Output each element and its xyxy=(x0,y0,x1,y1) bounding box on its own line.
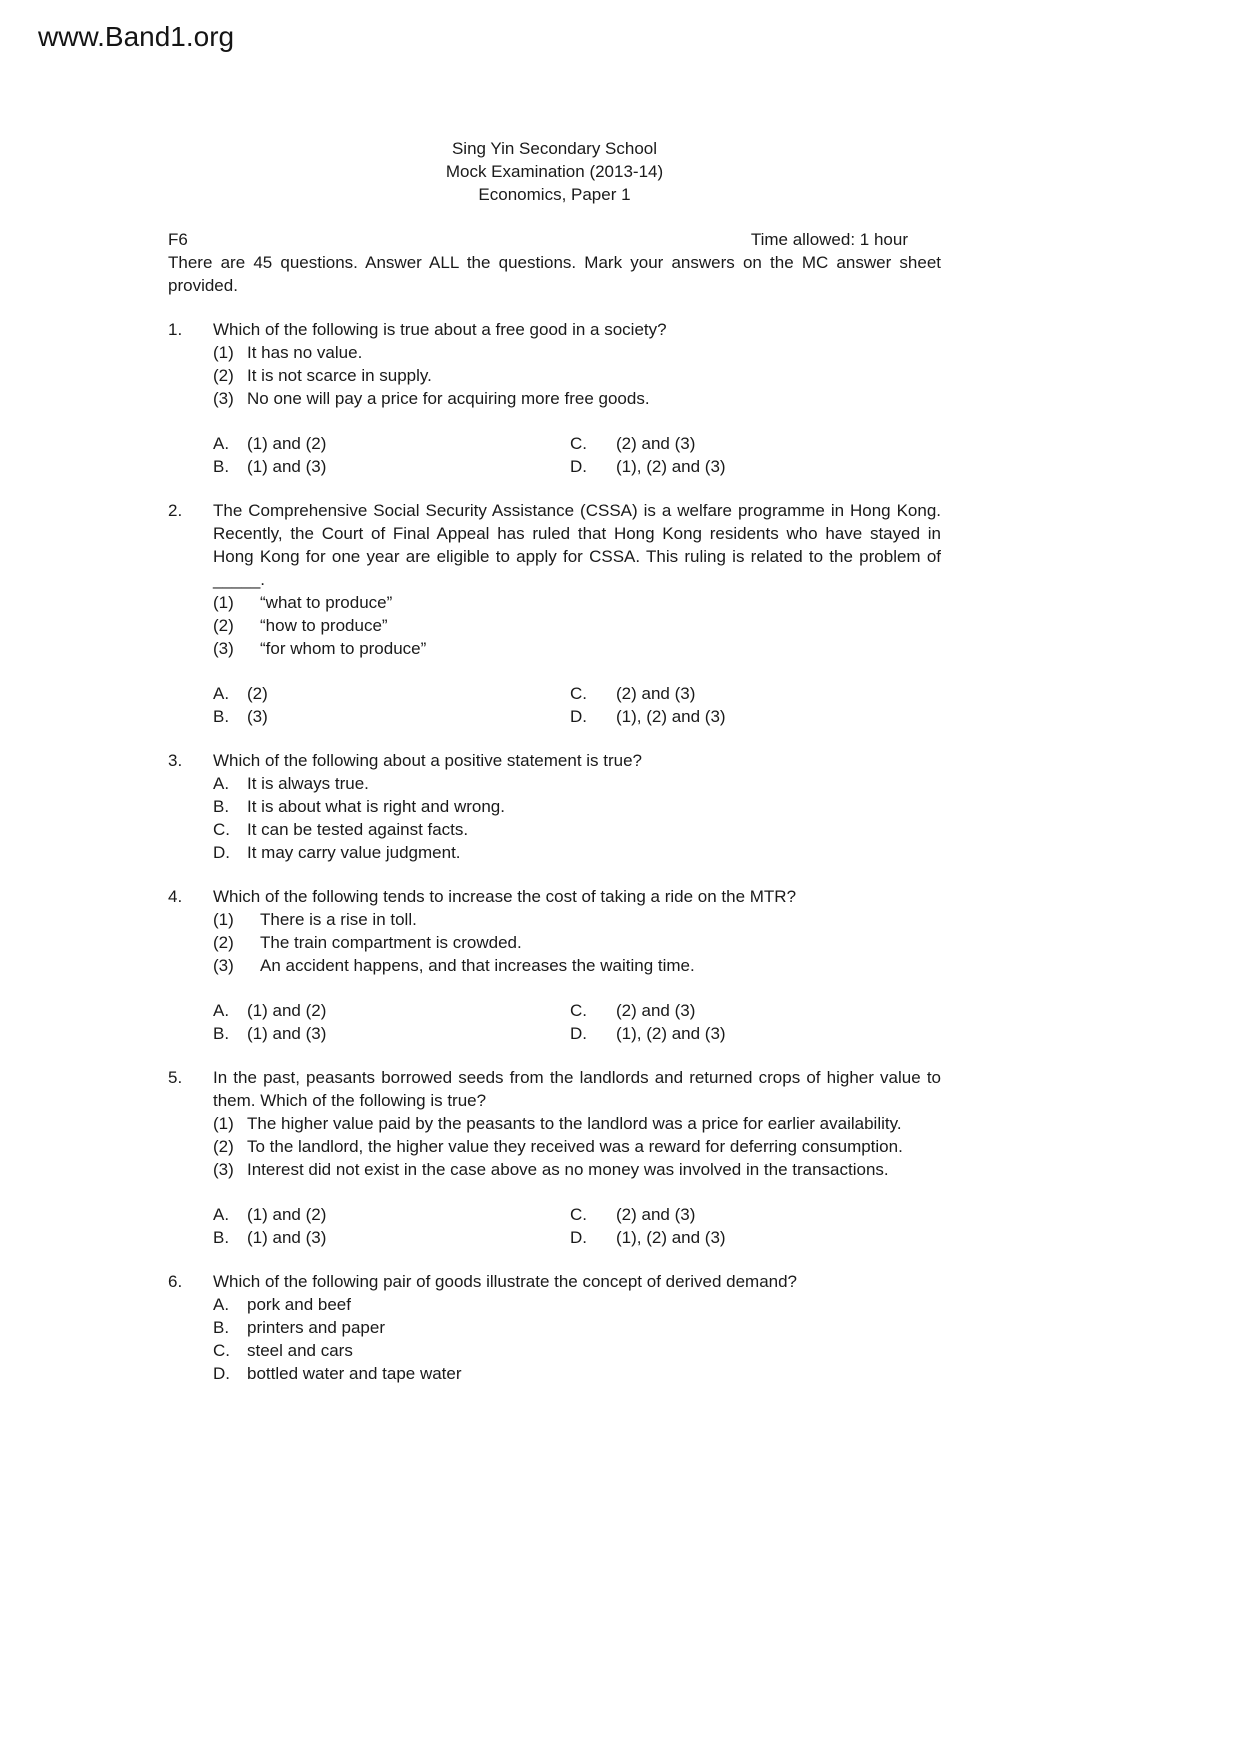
choice-a xyxy=(213,1203,570,1226)
question-number: 6. xyxy=(168,1272,183,1291)
choice-c xyxy=(570,999,941,1022)
choice-label: C. xyxy=(213,820,230,839)
choice-text: steel and cars xyxy=(247,1341,353,1360)
choice-d xyxy=(570,705,941,728)
choices xyxy=(213,999,941,1045)
question-text: Which of the following about a positive statement is true? xyxy=(213,751,643,770)
choice-c xyxy=(213,1339,941,1362)
choice-label: B. xyxy=(213,1024,230,1043)
statement-label: (1) xyxy=(213,1114,234,1133)
question-body xyxy=(213,1066,941,1249)
choice-d xyxy=(213,841,941,864)
choice-text: It is always true. xyxy=(247,774,369,793)
choice-label: D. xyxy=(570,1024,587,1043)
statements xyxy=(213,341,941,410)
statement-text: Interest did not exist in the case above as no money was involved in the transactions. xyxy=(247,1160,889,1179)
statement-text: No one will pay a price for acquiring more free goods. xyxy=(247,389,650,408)
question-3 xyxy=(168,749,941,864)
choice-label: C. xyxy=(570,1001,587,1020)
statement-text: The higher value paid by the peasants to the landlord was a price for earlier availability. xyxy=(247,1114,902,1133)
statement-text: It has no value. xyxy=(247,343,363,362)
choice-a xyxy=(213,432,570,455)
statements xyxy=(213,591,941,660)
question-number: 1. xyxy=(168,320,183,339)
choice-b xyxy=(213,1226,570,1249)
statements xyxy=(213,1112,941,1181)
choices xyxy=(213,682,941,728)
choice-label: B. xyxy=(213,457,230,476)
statement-label: (3) xyxy=(213,639,234,658)
question-body xyxy=(213,499,941,728)
exam-header xyxy=(168,137,941,206)
choice-c xyxy=(213,818,941,841)
choice-b xyxy=(213,705,570,728)
meta-row xyxy=(168,228,941,251)
statement-text: An accident happens, and that increases the waiting time. xyxy=(260,956,695,975)
question-body xyxy=(213,318,941,478)
choice-label: D. xyxy=(570,1228,587,1247)
choice-label: C. xyxy=(570,684,587,703)
watermark: www.Band1.org xyxy=(38,21,235,52)
choices xyxy=(213,1293,941,1385)
question-number: 4. xyxy=(168,887,183,906)
statement xyxy=(213,637,941,660)
question-2 xyxy=(168,499,941,728)
question-text: Which of the following pair of goods illustrate the concept of derived demand? xyxy=(213,1272,798,1291)
statement-text: There is a rise in toll. xyxy=(260,910,417,929)
exam-title: Mock Examination (2013-14) xyxy=(445,162,664,181)
choice-d xyxy=(570,1226,941,1249)
paper-title: Economics, Paper 1 xyxy=(478,185,631,204)
question-body xyxy=(213,885,941,1045)
statement xyxy=(213,591,941,614)
choice-text: bottled water and tape water xyxy=(247,1364,462,1383)
statement xyxy=(213,1135,941,1158)
choice-text: It may carry value judgment. xyxy=(247,843,461,862)
statement-label: (1) xyxy=(213,910,234,929)
choice-text: (1) and (2) xyxy=(247,1001,327,1020)
choice-label: B. xyxy=(213,1228,230,1247)
statement-label: (1) xyxy=(213,343,234,362)
choice-text: (1) and (2) xyxy=(247,434,327,453)
statements xyxy=(213,908,941,977)
choice-a xyxy=(213,682,570,705)
choices xyxy=(213,772,941,864)
choice-text: (1), (2) and (3) xyxy=(616,1024,726,1043)
statement-label: (3) xyxy=(213,1160,234,1179)
choice-text: (1), (2) and (3) xyxy=(616,457,726,476)
statement-text: “what to produce” xyxy=(260,593,393,612)
choice-c xyxy=(570,432,941,455)
statement xyxy=(213,1158,941,1181)
choice-a xyxy=(213,999,570,1022)
choice-label: A. xyxy=(213,684,230,703)
statement xyxy=(213,954,941,977)
choice-text: (1) and (3) xyxy=(247,457,327,476)
choice-b xyxy=(213,1022,570,1045)
question-number: 2. xyxy=(168,501,183,520)
choice-d xyxy=(570,1022,941,1045)
form-label: F6 xyxy=(168,230,188,249)
choice-b xyxy=(213,455,570,478)
question-4 xyxy=(168,885,941,1045)
choice-label: A. xyxy=(213,774,230,793)
question-text: Which of the following tends to increase the cost of taking a ride on the MTR? xyxy=(213,887,797,906)
choice-text: (1) and (3) xyxy=(247,1228,327,1247)
choice-label: A. xyxy=(213,1205,230,1224)
choice-c xyxy=(570,1203,941,1226)
choice-label: D. xyxy=(570,707,587,726)
statement xyxy=(213,1112,941,1135)
choice-text: (2) and (3) xyxy=(616,1205,696,1224)
statement-label: (2) xyxy=(213,616,234,635)
statement-label: (3) xyxy=(213,389,234,408)
choice-label: B. xyxy=(213,1318,230,1337)
choice-label: A. xyxy=(213,434,230,453)
statement xyxy=(213,364,941,387)
question-body xyxy=(213,1270,941,1385)
choice-b xyxy=(213,795,941,818)
statement xyxy=(213,341,941,364)
choice-label: B. xyxy=(213,797,230,816)
choice-label: D. xyxy=(570,457,587,476)
choice-c xyxy=(570,682,941,705)
statement-text: It is not scarce in supply. xyxy=(247,366,432,385)
choice-text: (2) and (3) xyxy=(616,684,696,703)
choice-a xyxy=(213,772,941,795)
choice-text: pork and beef xyxy=(247,1295,351,1314)
statement-label: (2) xyxy=(213,933,234,952)
statement-text: To the landlord, the higher value they received was a reward for deferring consumption. xyxy=(247,1137,903,1156)
choice-label: D. xyxy=(213,1364,230,1383)
school-name: Sing Yin Secondary School xyxy=(451,139,658,158)
statement xyxy=(213,931,941,954)
question-text: Which of the following is true about a free good in a society? xyxy=(213,320,667,339)
choice-label: A. xyxy=(213,1295,230,1314)
choice-d xyxy=(570,455,941,478)
choice-label: C. xyxy=(570,434,587,453)
choice-text: (1) and (2) xyxy=(247,1205,327,1224)
statement xyxy=(213,387,941,410)
choices xyxy=(213,432,941,478)
statement-label: (2) xyxy=(213,366,234,385)
choice-b xyxy=(213,1316,941,1339)
choice-text: It can be tested against facts. xyxy=(247,820,469,839)
choice-d xyxy=(213,1362,941,1385)
statement-label: (3) xyxy=(213,956,234,975)
question-6 xyxy=(168,1270,941,1385)
question-number: 3. xyxy=(168,751,183,770)
statement xyxy=(213,908,941,931)
statement-text: “for whom to produce” xyxy=(260,639,427,658)
statement-label: (1) xyxy=(213,593,234,612)
choice-a xyxy=(213,1293,941,1316)
choice-text: (2) and (3) xyxy=(616,1001,696,1020)
choice-text: (2) and (3) xyxy=(616,434,696,453)
statement-text: The train compartment is crowded. xyxy=(260,933,522,952)
choice-text: (1) and (3) xyxy=(247,1024,327,1043)
choice-label: B. xyxy=(213,707,230,726)
choice-label: C. xyxy=(213,1341,230,1360)
page-content xyxy=(168,137,941,1385)
instructions: There are 45 questions. Answer ALL the questions. Mark your answers on the MC answer sheet provided. xyxy=(168,253,941,295)
time-allowed: Time allowed: 1 hour xyxy=(750,230,908,249)
choice-text: It is about what is right and wrong. xyxy=(247,797,505,816)
question-body xyxy=(213,749,941,864)
statement-label: (2) xyxy=(213,1137,234,1156)
choice-label: D. xyxy=(213,843,230,862)
question-number: 5. xyxy=(168,1068,183,1087)
choice-text: (1), (2) and (3) xyxy=(616,1228,726,1247)
choice-text: (2) xyxy=(247,684,268,703)
question-text: In the past, peasants borrowed seeds from the landlords and returned crops of higher value to them. Which of the following is true? xyxy=(213,1068,941,1110)
choice-text: (1), (2) and (3) xyxy=(616,707,726,726)
question-1 xyxy=(168,318,941,478)
statement-text: “how to produce” xyxy=(260,616,388,635)
choice-text: (3) xyxy=(247,707,268,726)
choice-label: C. xyxy=(570,1205,587,1224)
question-text: The Comprehensive Social Security Assistance (CSSA) is a welfare programme in Hong Kong. Recently, the Court of Final Appeal has ruled that Hong Kong residents who have stayed in Hong Kong for one year are eligible to apply for CSSA. This ruling is related to the problem of _____. xyxy=(213,501,941,589)
choice-label: A. xyxy=(213,1001,230,1020)
choice-text: printers and paper xyxy=(247,1318,385,1337)
choices xyxy=(213,1203,941,1249)
question-5 xyxy=(168,1066,941,1249)
statement xyxy=(213,614,941,637)
